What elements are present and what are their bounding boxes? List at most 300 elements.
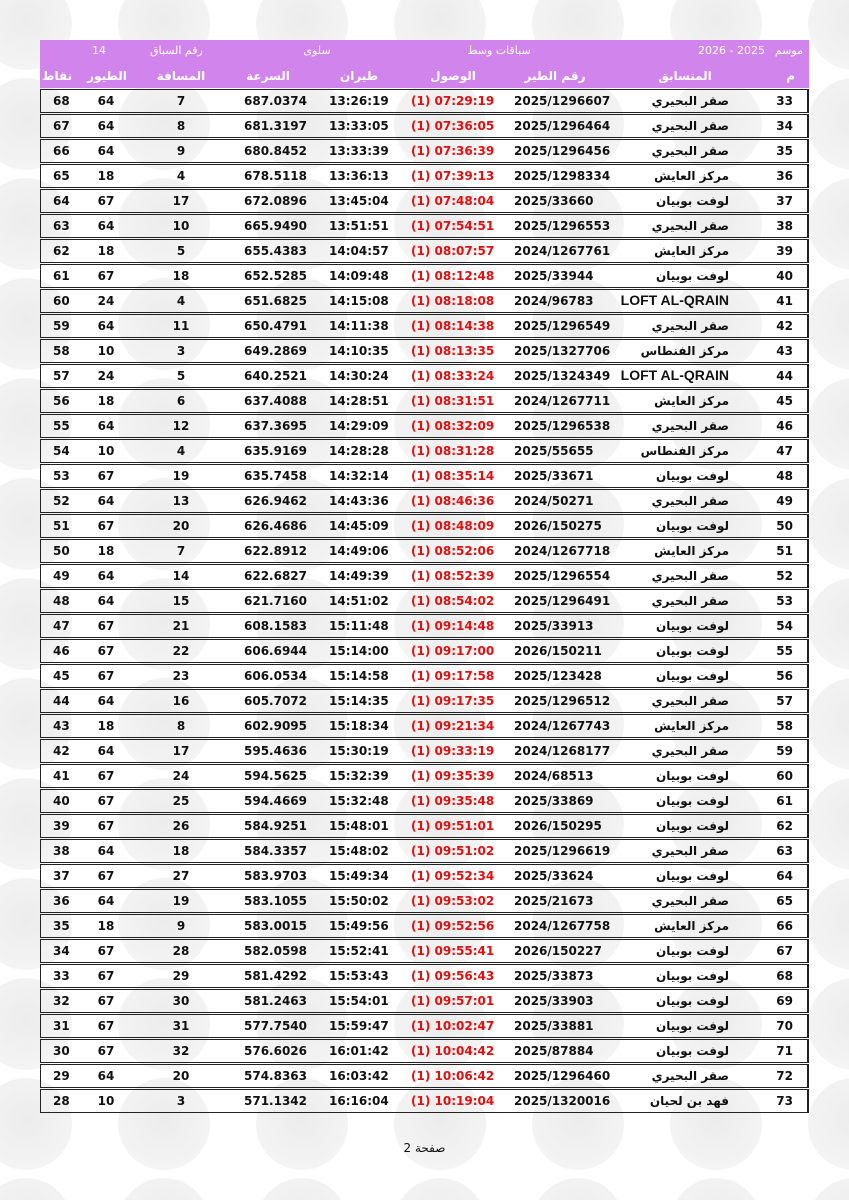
rank-cell: 69	[776, 994, 793, 1008]
arrival-time: (1) 08:31:51	[411, 394, 495, 408]
birds-count: 67	[97, 819, 115, 833]
ring-number: 2025/1296619	[514, 844, 611, 858]
birds-count: 67	[97, 1019, 115, 1033]
arrival-time: (1) 07:54:51	[411, 219, 495, 233]
flight-time: 14:49:06	[329, 544, 389, 558]
arrival-time: (1) 08:07:57	[411, 244, 495, 258]
competitor-name: مركز العايش	[654, 544, 729, 558]
col-name: المتسابق	[658, 69, 712, 83]
speed-value: 602.9095	[244, 719, 308, 733]
ring-number: 2024/96783	[514, 294, 594, 308]
distance-value: 30	[172, 994, 190, 1008]
watermark-logo	[808, 878, 849, 970]
flight-time: 14:10:35	[329, 344, 389, 358]
birds-count: 67	[97, 644, 115, 658]
points-value: 57	[53, 369, 70, 383]
table-row	[40, 614, 809, 638]
arrival-time: (1) 09:56:43	[411, 969, 495, 983]
points-value: 67	[53, 119, 70, 133]
competitor-name: لوفت بوبيان	[656, 769, 729, 783]
speed-value: 582.0598	[244, 944, 308, 958]
speed-value: 678.5118	[244, 169, 308, 183]
rank-cell: 73	[776, 1094, 793, 1108]
flight-time: 15:49:56	[329, 919, 389, 933]
table-row	[40, 789, 809, 813]
flight-time: 14:15:08	[329, 294, 389, 308]
ring-number: 2025/1320016	[514, 1094, 611, 1108]
competitor-name: لوفت بوبيان	[656, 819, 729, 833]
flight-time: 13:45:04	[329, 194, 389, 208]
watermark-logo	[0, 1178, 72, 1200]
arrival-time: (1) 08:18:08	[411, 294, 495, 308]
table-row	[40, 164, 809, 188]
competitor-name: صقر البحيري	[651, 319, 729, 333]
col-arrival: الوصول	[430, 69, 476, 83]
arrival-time: (1) 10:02:47	[411, 1019, 495, 1033]
ring-number: 2025/87884	[514, 1044, 594, 1058]
watermark-logo	[808, 1178, 849, 1200]
table-row	[40, 214, 809, 238]
distance-value: 11	[172, 319, 190, 333]
table-row	[40, 289, 809, 313]
points-value: 31	[53, 1019, 70, 1033]
ring-number: 2024/1268177	[514, 744, 611, 758]
birds-count: 64	[97, 319, 115, 333]
birds-count: 64	[97, 594, 115, 608]
flight-time: 15:50:02	[329, 894, 389, 908]
watermark-logo	[808, 978, 849, 1070]
table-row	[40, 839, 809, 863]
flight-time: 13:33:39	[329, 144, 389, 158]
ring-number: 2026/150295	[514, 819, 602, 833]
arrival-time: (1) 09:17:35	[411, 694, 495, 708]
competitor-name: لوفت بوبيان	[656, 969, 729, 983]
birds-count: 64	[97, 569, 115, 583]
ring-number: 2025/33944	[514, 269, 594, 283]
distance-value: 18	[172, 844, 190, 858]
birds-count: 67	[97, 869, 115, 883]
ring-number: 2024/68513	[514, 769, 594, 783]
race-number: 14	[92, 44, 106, 57]
arrival-time: (1) 09:17:00	[411, 644, 495, 658]
distance-value: 12	[172, 419, 190, 433]
arrival-time: (1) 09:55:41	[411, 944, 495, 958]
speed-value: 637.4088	[244, 394, 308, 408]
ring-number: 2025/1296464	[514, 119, 611, 133]
competitor-name: صقر البحيري	[651, 844, 729, 858]
distance-value: 6	[176, 394, 186, 408]
distance-value: 5	[176, 369, 186, 383]
rank-cell: 48	[776, 469, 793, 483]
table-row	[40, 589, 809, 613]
rank-cell: 42	[776, 319, 793, 333]
points-value: 63	[53, 219, 70, 233]
points-value: 35	[53, 919, 70, 933]
rank-cell: 49	[776, 494, 793, 508]
arrival-time: (1) 08:54:02	[411, 594, 495, 608]
competitor-name: مركز العايش	[654, 919, 729, 933]
points-value: 41	[53, 769, 70, 783]
table-row	[40, 914, 809, 938]
competitor-name: LOFT AL-QRAIN	[620, 367, 729, 383]
birds-count: 64	[97, 1069, 115, 1083]
distance-value: 22	[172, 644, 190, 658]
rank-cell: 67	[776, 944, 793, 958]
flight-time: 14:09:48	[329, 269, 389, 283]
ring-number: 2025/1296460	[514, 1069, 611, 1083]
distance-value: 18	[172, 269, 190, 283]
competitor-name: مركز العايش	[654, 169, 729, 183]
distance-value: 5	[176, 244, 186, 258]
table-row	[40, 864, 809, 888]
distance-value: 27	[172, 869, 190, 883]
rank-cell: 38	[776, 219, 793, 233]
watermark-logo	[808, 278, 849, 370]
flight-time: 13:33:05	[329, 119, 389, 133]
rank-cell: 34	[776, 119, 793, 133]
ring-number: 2024/50271	[514, 494, 594, 508]
race-type: سباقات وسط	[467, 44, 531, 57]
arrival-time: (1) 08:31:28	[411, 444, 495, 458]
season-value: 2026 - 2025	[698, 44, 765, 57]
ring-number: 2025/33913	[514, 619, 594, 633]
ring-number: 2026/150227	[514, 944, 602, 958]
competitor-name: لوفت بوبيان	[656, 669, 729, 683]
distance-value: 29	[172, 969, 190, 983]
ring-number: 2025/33624	[514, 869, 594, 883]
watermark-logo	[808, 678, 849, 770]
birds-count: 67	[97, 1044, 115, 1058]
rank-cell: 68	[776, 969, 793, 983]
competitor-name: لوفت بوبيان	[656, 469, 729, 483]
ring-number: 2025/1296554	[514, 569, 611, 583]
birds-count: 18	[97, 244, 115, 258]
competitor-name: LOFT AL-QRAIN	[620, 292, 729, 308]
points-value: 61	[53, 269, 70, 283]
race-location: سلوى	[303, 44, 331, 57]
results-rows	[40, 89, 809, 1113]
table-row	[40, 139, 809, 163]
points-value: 38	[53, 844, 70, 858]
table-row	[40, 1089, 809, 1113]
distance-value: 8	[176, 719, 186, 733]
competitor-name: لوفت بوبيان	[656, 994, 729, 1008]
arrival-time: (1) 07:29:19	[411, 94, 495, 108]
points-value: 60	[53, 294, 70, 308]
watermark-logo	[670, 1178, 762, 1200]
arrival-time: (1) 07:36:05	[411, 119, 495, 133]
table-row	[40, 714, 809, 738]
speed-value: 605.7072	[244, 694, 308, 708]
table-row	[40, 539, 809, 563]
watermark-logo	[532, 1178, 624, 1200]
flight-time: 14:04:57	[329, 244, 389, 258]
rank-cell: 60	[776, 769, 793, 783]
arrival-time: (1) 09:21:34	[411, 719, 495, 733]
watermark-logo	[808, 0, 849, 70]
speed-value: 584.9251	[244, 819, 308, 833]
rank-cell: 36	[776, 169, 793, 183]
birds-count: 67	[97, 969, 115, 983]
birds-count: 64	[97, 844, 115, 858]
table-row	[40, 764, 809, 788]
points-value: 43	[53, 719, 70, 733]
watermark-logo	[118, 1178, 210, 1200]
birds-count: 64	[97, 144, 115, 158]
arrival-time: (1) 09:57:01	[411, 994, 495, 1008]
flight-time: 14:32:14	[329, 469, 389, 483]
watermark-logo	[394, 1178, 486, 1200]
competitor-name: صقر البحيري	[651, 569, 729, 583]
flight-time: 15:32:39	[329, 769, 389, 783]
competitor-name: لوفت بوبيان	[656, 944, 729, 958]
flight-time: 13:51:51	[329, 219, 389, 233]
distance-value: 4	[176, 444, 186, 458]
flight-time: 16:03:42	[329, 1069, 389, 1083]
arrival-time: (1) 09:52:34	[411, 869, 495, 883]
watermark-logo	[808, 578, 849, 670]
speed-value: 622.6827	[244, 569, 308, 583]
rank-cell: 70	[776, 1019, 793, 1033]
points-value: 32	[53, 994, 70, 1008]
arrival-time: (1) 10:04:42	[411, 1044, 495, 1058]
speed-value: 626.9462	[244, 494, 308, 508]
flight-time: 13:26:19	[329, 94, 389, 108]
birds-count: 67	[97, 469, 115, 483]
race-number-label: رقم السباق	[150, 44, 203, 57]
birds-count: 67	[97, 944, 115, 958]
distance-value: 24	[172, 769, 190, 783]
rank-cell: 63	[776, 844, 793, 858]
competitor-name: صقر البحيري	[651, 94, 729, 108]
points-value: 47	[53, 619, 70, 633]
competitor-name: فهد بن لحيان	[649, 1094, 729, 1108]
birds-count: 64	[97, 419, 115, 433]
birds-count: 18	[97, 544, 115, 558]
distance-value: 7	[176, 94, 186, 108]
distance-value: 26	[172, 819, 190, 833]
points-value: 54	[53, 444, 70, 458]
table-row	[40, 114, 809, 138]
points-value: 55	[53, 419, 70, 433]
speed-value: 621.7160	[244, 594, 308, 608]
flight-time: 15:54:01	[329, 994, 389, 1008]
competitor-name: صقر البحيري	[651, 594, 729, 608]
competitor-name: لوفت بوبيان	[656, 194, 729, 208]
speed-value: 635.7458	[244, 469, 308, 483]
arrival-time: (1) 09:51:01	[411, 819, 495, 833]
speed-value: 606.0534	[244, 669, 308, 683]
flight-time: 14:45:09	[329, 519, 389, 533]
birds-count: 10	[97, 1094, 115, 1108]
birds-count: 67	[97, 769, 115, 783]
ring-number: 2025/55655	[514, 444, 594, 458]
table-row	[40, 339, 809, 363]
flight-time: 15:52:41	[329, 944, 389, 958]
flight-time: 14:49:39	[329, 569, 389, 583]
distance-value: 4	[176, 294, 186, 308]
birds-count: 10	[97, 344, 115, 358]
competitor-name: لوفت بوبيان	[656, 619, 729, 633]
speed-value: 584.3357	[244, 844, 308, 858]
points-value: 51	[53, 519, 70, 533]
col-rank: م	[786, 69, 795, 83]
speed-value: 635.9169	[244, 444, 308, 458]
arrival-time: (1) 08:46:36	[411, 494, 495, 508]
rank-cell: 50	[776, 519, 793, 533]
birds-count: 67	[97, 669, 115, 683]
table-row	[40, 639, 809, 663]
points-value: 56	[53, 394, 70, 408]
table-row	[40, 1039, 809, 1063]
ring-number: 2024/1267743	[514, 719, 611, 733]
arrival-time: (1) 08:32:09	[411, 419, 495, 433]
ring-number: 2024/1267758	[514, 919, 611, 933]
rank-cell: 44	[776, 369, 793, 383]
watermark-logo	[808, 378, 849, 470]
flight-time: 13:36:13	[329, 169, 389, 183]
arrival-time: (1) 08:33:24	[411, 369, 495, 383]
flight-time: 14:11:38	[329, 319, 389, 333]
arrival-time: (1) 10:19:04	[411, 1094, 495, 1108]
ring-number: 2024/1267711	[514, 394, 611, 408]
points-value: 59	[53, 319, 70, 333]
watermark-logo	[256, 1178, 348, 1200]
col-ring: رقم الطير	[524, 69, 586, 83]
ring-number: 2025/1327706	[514, 344, 611, 358]
birds-count: 18	[97, 169, 115, 183]
distance-value: 4	[176, 169, 186, 183]
speed-value: 680.8452	[244, 144, 308, 158]
points-value: 48	[53, 594, 70, 608]
rank-cell: 64	[776, 869, 793, 883]
flight-time: 15:30:19	[329, 744, 389, 758]
ring-number: 2025/1296456	[514, 144, 611, 158]
points-value: 39	[53, 819, 70, 833]
competitor-name: لوفت بوبيان	[656, 869, 729, 883]
arrival-time: (1) 08:35:14	[411, 469, 495, 483]
birds-count: 64	[97, 894, 115, 908]
table-row	[40, 189, 809, 213]
birds-count: 18	[97, 719, 115, 733]
points-value: 65	[53, 169, 70, 183]
speed-value: 583.1055	[244, 894, 308, 908]
rank-cell: 45	[776, 394, 793, 408]
arrival-time: (1) 09:53:02	[411, 894, 495, 908]
birds-count: 67	[97, 519, 115, 533]
points-value: 52	[53, 494, 70, 508]
ring-number: 2025/1296491	[514, 594, 611, 608]
speed-value: 626.4686	[244, 519, 308, 533]
points-value: 53	[53, 469, 70, 483]
competitor-name: لوفت بوبيان	[656, 1019, 729, 1033]
ring-number: 2025/33660	[514, 194, 594, 208]
rank-cell: 58	[776, 719, 793, 733]
speed-value: 640.2521	[244, 369, 308, 383]
distance-value: 10	[172, 219, 190, 233]
ring-number: 2024/1267761	[514, 244, 611, 258]
flight-time: 14:29:09	[329, 419, 389, 433]
table-row	[40, 664, 809, 688]
rank-cell: 57	[776, 694, 793, 708]
points-value: 50	[53, 544, 70, 558]
speed-value: 622.8912	[244, 544, 308, 558]
ring-number: 2025/21673	[514, 894, 594, 908]
flight-time: 14:28:28	[329, 444, 389, 458]
table-row	[40, 264, 809, 288]
table-row	[40, 389, 809, 413]
competitor-name: صقر البحيري	[651, 694, 729, 708]
ring-number: 2025/1296553	[514, 219, 611, 233]
competitor-name: صقر البحيري	[651, 119, 729, 133]
distance-value: 19	[172, 894, 190, 908]
competitor-name: مركز العايش	[654, 244, 729, 258]
birds-count: 67	[97, 619, 115, 633]
flight-time: 14:43:36	[329, 494, 389, 508]
arrival-time: (1) 08:52:06	[411, 544, 495, 558]
table-row	[40, 89, 809, 113]
table-row	[40, 514, 809, 538]
table-row	[40, 439, 809, 463]
arrival-time: (1) 10:06:42	[411, 1069, 495, 1083]
ring-number: 2025/1324349	[514, 369, 611, 383]
points-value: 66	[53, 144, 70, 158]
arrival-time: (1) 09:17:58	[411, 669, 495, 683]
arrival-time: (1) 09:33:19	[411, 744, 495, 758]
arrival-time: (1) 08:48:09	[411, 519, 495, 533]
speed-value: 608.1583	[244, 619, 308, 633]
table-row	[40, 364, 809, 388]
table-row	[40, 939, 809, 963]
speed-value: 649.2869	[244, 344, 308, 358]
speed-value: 637.3695	[244, 419, 308, 433]
rank-cell: 72	[776, 1069, 793, 1083]
distance-value: 21	[172, 619, 190, 633]
speed-value: 665.9490	[244, 219, 308, 233]
distance-value: 31	[172, 1019, 190, 1033]
flight-time: 15:18:34	[329, 719, 389, 733]
distance-value: 20	[172, 1069, 190, 1083]
speed-value: 606.6944	[244, 644, 308, 658]
rank-cell: 59	[776, 744, 793, 758]
competitor-name: لوفت بوبيان	[656, 1044, 729, 1058]
points-value: 49	[53, 569, 70, 583]
competitor-name: صقر البحيري	[651, 894, 729, 908]
competitor-name: مركز الفنطاس	[640, 344, 729, 358]
speed-value: 574.8363	[244, 1069, 308, 1083]
distance-value: 25	[172, 794, 190, 808]
arrival-time: (1) 09:35:39	[411, 769, 495, 783]
table-row	[40, 1064, 809, 1088]
ring-number: 2026/150211	[514, 644, 602, 658]
flight-time: 14:28:51	[329, 394, 389, 408]
col-distance: المسافة	[156, 69, 206, 83]
points-value: 62	[53, 244, 70, 258]
flight-time: 16:01:42	[329, 1044, 389, 1058]
arrival-time: (1) 08:12:48	[411, 269, 495, 283]
distance-value: 28	[172, 944, 190, 958]
distance-value: 9	[176, 919, 186, 933]
col-flight: طيران	[339, 69, 379, 83]
distance-value: 3	[176, 344, 186, 358]
flight-time: 15:59:47	[329, 1019, 389, 1033]
birds-count: 67	[97, 794, 115, 808]
points-value: 29	[53, 1069, 70, 1083]
competitor-name: صقر البحيري	[651, 1069, 729, 1083]
distance-value: 3	[176, 1094, 186, 1108]
speed-value: 583.0015	[244, 919, 308, 933]
competitor-name: لوفت بوبيان	[656, 519, 729, 533]
